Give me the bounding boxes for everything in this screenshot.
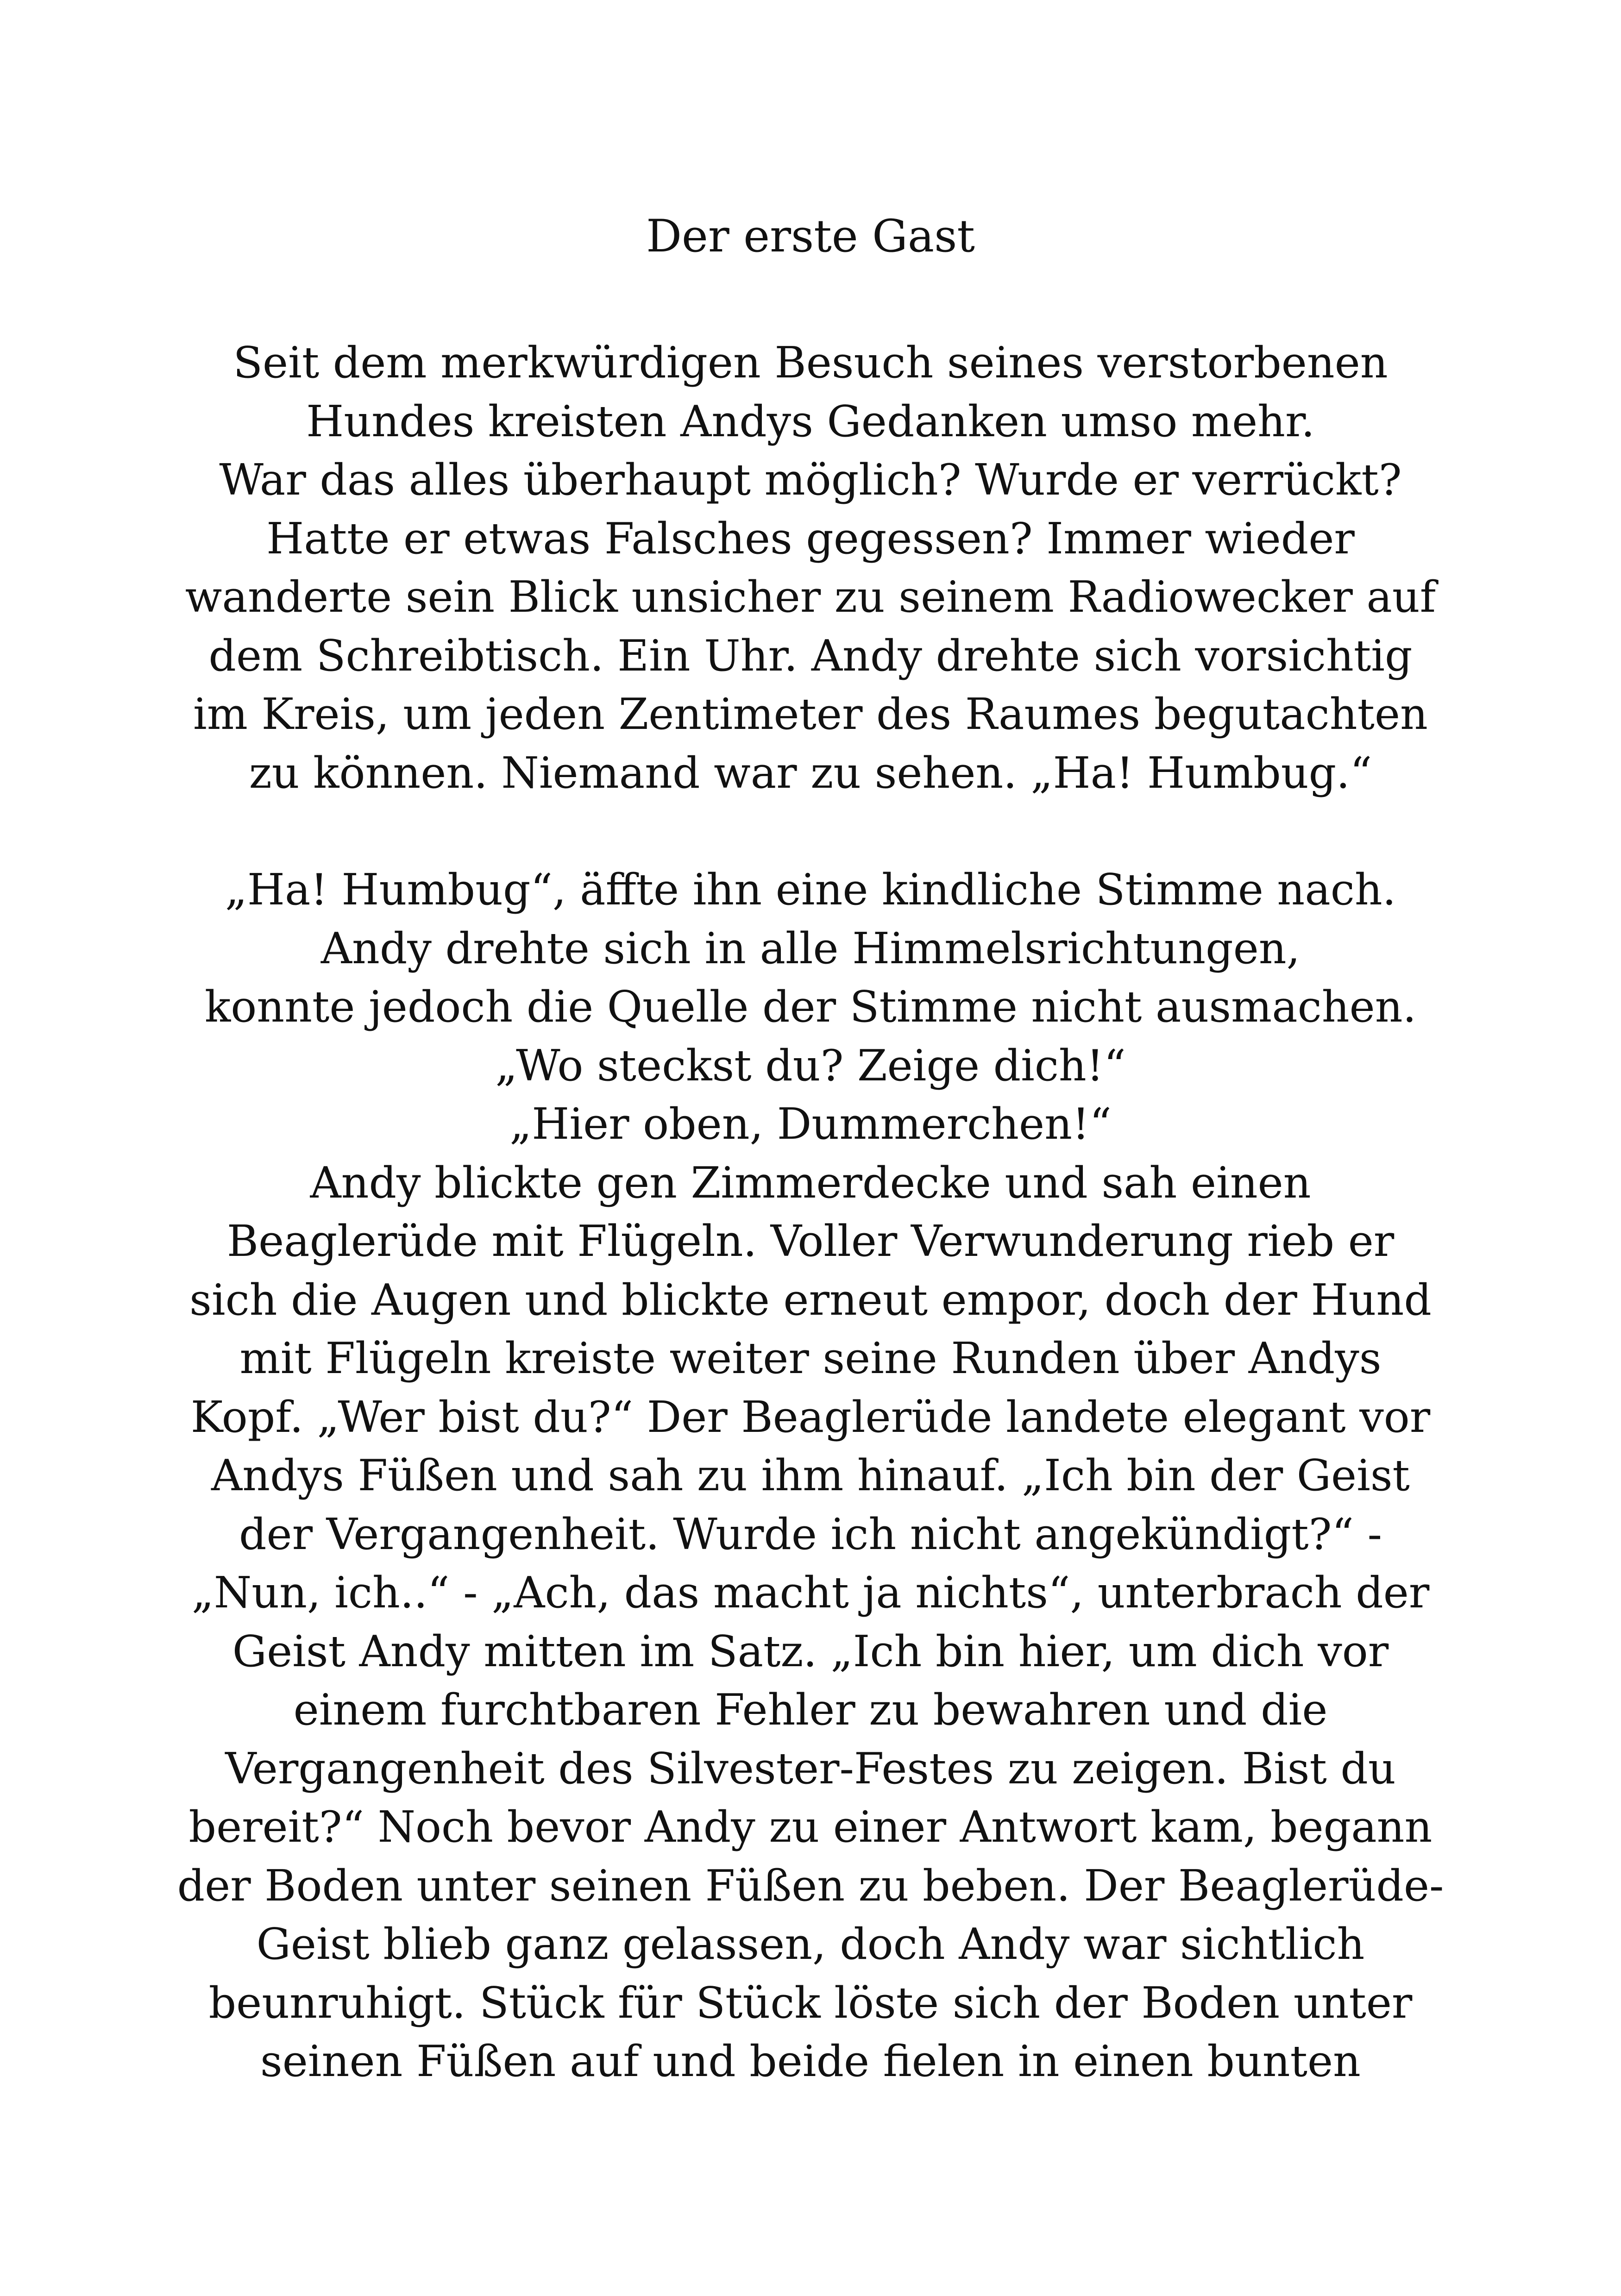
text-line: War das alles überhaupt möglich? Wurde er verrückt? bbox=[219, 455, 1402, 505]
text-line: zu können. Niemand war zu sehen. „Ha! Humbug.“ bbox=[249, 747, 1372, 798]
text-line: einem furchtbaren Fehler zu bewahren und die bbox=[293, 1685, 1328, 1735]
text-line: Kopf. „Wer bist du?“ Der Beaglerüde landete elegant vor bbox=[190, 1392, 1431, 1442]
text-line: beunruhigt. Stück für Stück löste sich der Boden unter bbox=[208, 1977, 1413, 2028]
text-line: Geist Andy mitten im Satz. „Ich bin hier, um dich vor bbox=[232, 1626, 1389, 1676]
paragraph-2 bbox=[0, 860, 1621, 2091]
text-line: seinen Füßen auf und beide fielen in einen bunten bbox=[260, 2036, 1361, 2086]
text-line: Hatte er etwas Falsches gegessen? Immer wieder bbox=[266, 513, 1355, 564]
text-line: dem Schreibtisch. Ein Uhr. Andy drehte sich vorsichtig bbox=[208, 630, 1413, 681]
text-line: Hundes kreisten Andys Gedanken umso mehr. bbox=[306, 396, 1315, 446]
text-line: wanderte sein Blick unsicher zu seinem Radiowecker auf bbox=[185, 572, 1436, 622]
paragraph-1 bbox=[0, 333, 1621, 802]
text-line: konnte jedoch die Quelle der Stimme nicht ausmachen. bbox=[204, 982, 1417, 1032]
text-line: Andy blickte gen Zimmerdecke und sah einen bbox=[310, 1157, 1311, 1208]
chapter-title: Der erste Gast bbox=[646, 210, 975, 262]
text-line: im Kreis, um jeden Zentimeter des Raumes begutachten bbox=[193, 689, 1428, 739]
text-line: „Wo steckst du? Zeige dich!“ bbox=[495, 1040, 1126, 1091]
text-line: der Boden unter seinen Füßen zu beben. Der Beaglerüde- bbox=[177, 1860, 1444, 1911]
text-line: der Vergangenheit. Wurde ich nicht angekündigt?“ - bbox=[239, 1509, 1382, 1559]
text-line: Vergangenheit des Silvester-Festes zu zeigen. Bist du bbox=[225, 1743, 1396, 1794]
text-line: „Hier oben, Dummerchen!“ bbox=[509, 1099, 1112, 1149]
text-line: sich die Augen und blickte erneut empor, doch der Hund bbox=[189, 1274, 1432, 1325]
text-line: „Nun, ich..“ - „Ach, das macht ja nichts“, unterbrach der bbox=[191, 1568, 1430, 1618]
text-line: Andy drehte sich in alle Himmelsrichtungen, bbox=[320, 923, 1301, 973]
text-line: Seit dem merkwürdigen Besuch seines verstorbenen bbox=[233, 338, 1388, 388]
text-line: Beaglerüde mit Flügeln. Voller Verwunderung rieb er bbox=[226, 1216, 1395, 1266]
text-line: bereit?“ Noch bevor Andy zu einer Antwort kam, begann bbox=[188, 1802, 1433, 1852]
text-line: mit Flügeln kreiste weiter seine Runden über Andys bbox=[239, 1333, 1382, 1383]
text-line: „Ha! Humbug“, äffte ihn eine kindliche Stimme nach. bbox=[225, 865, 1396, 915]
text-line: Andys Füßen und sah zu ihm hinauf. „Ich bin der Geist bbox=[211, 1450, 1410, 1500]
text-line: Geist blieb ganz gelassen, doch Andy war sichtlich bbox=[256, 1919, 1365, 1969]
